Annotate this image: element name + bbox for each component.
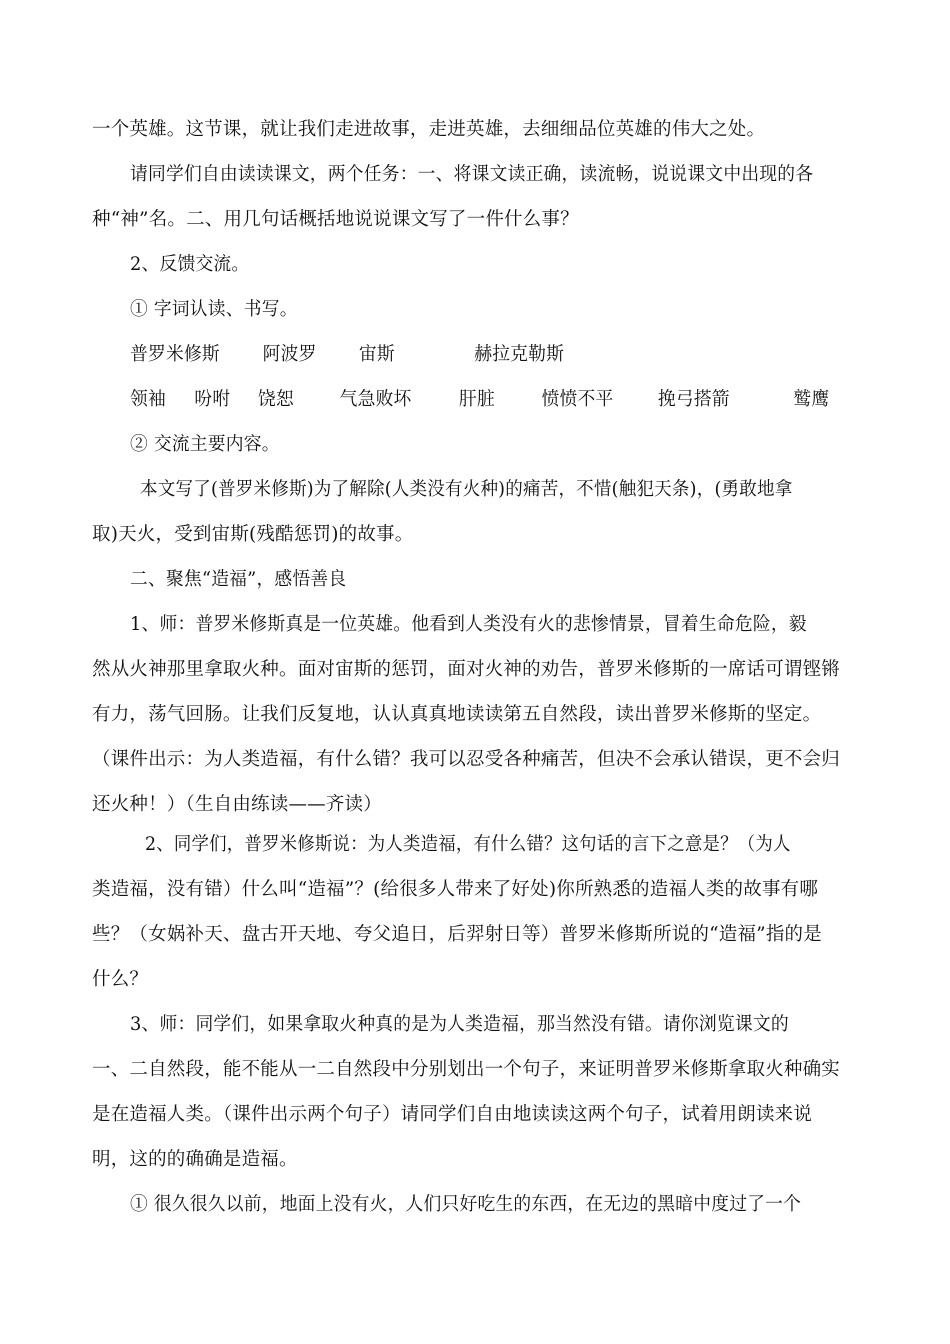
paragraph-line: 类造福，没有错）什么叫“造福”？(给很多人带来了好处)你所熟悉的造福人类的故事有哪 bbox=[92, 879, 819, 900]
paragraph-line: ① 很久很久以前，地面上没有火，人们只好吃生的东西，在无边的黑暗中度过了一个 bbox=[130, 1194, 802, 1215]
vocab-word: 饶恕 bbox=[257, 389, 294, 410]
vocab-word: 愤愤不平 bbox=[541, 389, 614, 410]
section-heading: 2、反馈交流。 bbox=[130, 254, 250, 275]
paragraph-line: 取)天火，受到宙斯(残酷惩罚)的故事。 bbox=[92, 524, 414, 545]
subsection-heading: ① 字词认读、书写。 bbox=[130, 299, 298, 320]
paragraph-line: 一、二自然段，能不能从一二自然段中分别划出一个句子，来证明普罗米修斯拿取火种确实 bbox=[92, 1059, 841, 1080]
vocab-word: 阿波罗 bbox=[262, 344, 317, 365]
vocab-word: 挽弓搭箭 bbox=[657, 389, 730, 410]
paragraph-line: 2、同学们，普罗米修斯说：为人类造福，有什么错？这句话的言下之意是？（为人 bbox=[145, 834, 791, 855]
vocab-word: 鹫鹰 bbox=[793, 389, 830, 410]
subsection-heading: ② 交流主要内容。 bbox=[130, 434, 280, 455]
paragraph-line: 些？（女娲补天、盘古开天地、夸父追日，后羿射日等）普罗米修斯所说的“造福”指的是 bbox=[92, 924, 822, 945]
paragraph-line: 然从火神那里拿取火种。面对宙斯的惩罚，面对火神的劝告，普罗米修斯的一席话可谓铿锵 bbox=[92, 659, 841, 680]
paragraph-line: （课件出示：为人类造福，有什么错？我可以忍受各种痛苦，但决不会承认错误，更不会归 bbox=[92, 749, 841, 770]
paragraph-line: 还火种！）（生自由练读——齐读） bbox=[92, 794, 382, 815]
vocab-word: 肝脏 bbox=[458, 389, 495, 410]
paragraph-line: 种“神”名。二、用几句话概括地说说课文写了一件什么事？ bbox=[92, 209, 579, 230]
vocab-word: 普罗米修斯 bbox=[130, 344, 220, 365]
paragraph-line: 请同学们自由读读课文，两个任务：一、将课文读正确，读流畅，说说课文中出现的各 bbox=[130, 164, 814, 185]
paragraph-line: 1、师：普罗米修斯真是一位英雄。他看到人类没有火的悲惨情景，冒着生命危险，毅 bbox=[130, 614, 807, 635]
vocab-word: 吩咐 bbox=[194, 389, 231, 410]
vocab-word: 赫拉克勒斯 bbox=[474, 344, 565, 365]
vocab-word: 领袖 bbox=[130, 389, 166, 410]
vocab-word: 气急败坏 bbox=[339, 389, 412, 410]
paragraph-line: 有力，荡气回肠。让我们反复地，认认真真地读读第五自然段，读出普罗米修斯的坚定。 bbox=[92, 704, 822, 725]
paragraph-line: 本文写了(普罗米修斯)为了解除(人类没有火种)的痛苦，不惜(触犯天条)，(勇敢地拿 bbox=[140, 479, 793, 500]
paragraph-line: 3、师：同学们，如果拿取火种真的是为人类造福，那当然没有错。请你浏览课文的 bbox=[130, 1014, 789, 1035]
paragraph-line: 什么？ bbox=[92, 969, 149, 990]
words-row bbox=[130, 385, 880, 415]
paragraph-line: 明，这的的确确是造福。 bbox=[92, 1149, 298, 1170]
vocab-word: 宙斯 bbox=[358, 344, 395, 365]
paragraph-line: 一个英雄。这节课，就让我们走进故事，走进英雄，去细细品位英雄的伟大之处。 bbox=[92, 119, 766, 140]
section-heading: 二、聚焦“造福”，感悟善良 bbox=[130, 569, 347, 590]
names-row bbox=[130, 340, 880, 370]
paragraph-line: 是在造福人类。（课件出示两个句子）请同学们自由地读读这两个句子，试着用朗读来说 bbox=[92, 1104, 813, 1125]
